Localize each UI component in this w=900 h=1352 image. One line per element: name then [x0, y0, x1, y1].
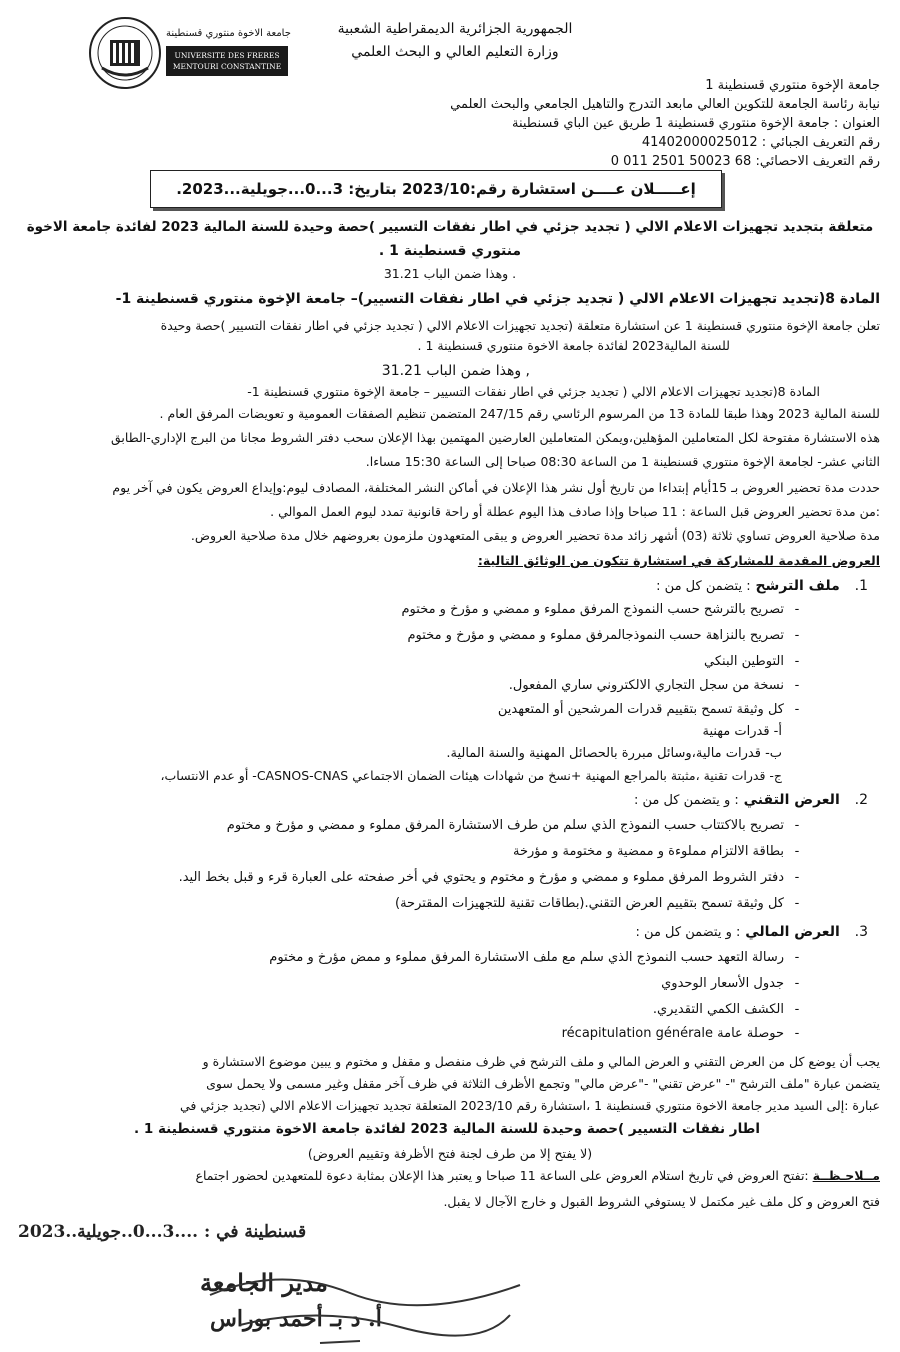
closing-c5: (لا يفتح إلا من طرف لجنة فتح الأظرفة وتقييم العروض): [307, 1146, 593, 1161]
note-line-2: فتح العروض و كل ملف غير مكتمل لا يستوفي الشروط القبول و خارج الآجال لا يقبل.: [443, 1194, 880, 1209]
list-item: -تصريح بالترشح حسب النموذج المرفق مملوء و ممضي و مؤرخ و مختوم: [401, 602, 800, 617]
signature-name: أ. د بـ أحمد بوراس: [210, 1306, 382, 1332]
note-line-1: [8, 1166, 880, 1185]
body-p4: المادة 8(تجديد تجهيزات الاعلام الالي ( تجديد جزئي في اطار نفقات التسيير – جامعة الإخوة منتوري قسنطينة 1-: [247, 384, 820, 399]
closing-c3: عبارة :إلى السيد مدير جامعة الاخوة منتوري قسنطينة 1 ،استشارة رقم 2023/10 المتعلقة تجديد تجهيزات الاعلام الالي (تجديد جزئي في: [179, 1098, 880, 1113]
title-line-3: . وهذا ضمن الباب 31.21: [383, 266, 517, 281]
section-3-title: العرض المالي: [745, 924, 840, 940]
section-3-number: 3.: [854, 924, 868, 940]
logo-arabic-name: جامعة الاخوة منتوري قسنطينة: [166, 28, 291, 39]
body-p2: للسنة المالية2023 لفائدة جامعة الاخوة منتوري قسنطينة 1 .: [417, 338, 730, 353]
sub-list-item: ب- قدرات مالية،وسائل مبررة بالحصائل المهنية والسنة المالية.: [446, 746, 782, 761]
section-3-intro: : و يتضمن كل من :: [635, 925, 741, 940]
body-p5: للسنة المالية 2023 وهذا طبقا للمادة 13 من المرسوم الرئاسي رقم 247/15 المتضمن تنظيم الصفقات العمومية و تعويضات المرفق العام .: [159, 406, 880, 421]
offers-heading: العروض المقدمة للمشاركة في استشارة تتكون من الوثائق التالية:: [477, 553, 880, 568]
logo-line-2: MENTOURI CONSTANTINE: [172, 62, 282, 71]
announcement-box: [150, 170, 722, 208]
tax-id-label: رقم التعريف الجبائي :: [761, 135, 880, 150]
body-p9: :من مدة تحضير العروض قبل الساعة : 11 صباحا وإذا صادف هذا اليوم عطلة أو راحة قانونية تمدد ليوم العمل الموالي .: [270, 504, 880, 519]
stat-id-line: [611, 152, 880, 171]
list-item: -كل وثيقة تسمح بتقييم قدرات المرشحين أو المتعهدين: [497, 702, 800, 717]
closing-c1: يجب أن يوضع كل من العرض التقني و العرض المالي و ملف الترشح في ظرف منفصل و مقفل و مختوم و يبين موضوع الاستشارة و: [202, 1054, 880, 1069]
list-item: -تصريح بالاكتتاب حسب النموذج الذي سلم من طرف الاستشارة المرفق مملوء و ممضي و مؤرخ و مختوم: [226, 818, 800, 833]
tax-id-line: [642, 133, 880, 152]
section-2-number: 2.: [854, 792, 868, 808]
list-item: -حوصلة عامة récapitulation générale: [561, 1026, 800, 1041]
republic-title: الجمهورية الجزائرية الديمقراطية الشعبية: [337, 21, 573, 37]
article-heading: المادة 8(تجديد تجهيزات الاعلام الالي ( تجديد جزئي في اطار نفقات التسيير)– جامعة الإخوة منتوري قسنطينة 1-: [115, 291, 880, 307]
issuer-university: جامعة الإخوة منتوري قسنطينة 1: [705, 78, 880, 93]
body-p3: , وهذا ضمن الباب 31.21: [381, 363, 530, 379]
section-2-title: العرض التقني: [743, 792, 840, 808]
handwritten-signature-icon: [200, 1255, 530, 1350]
note-text-1: :تفتح العروض في تاريخ استلام العروض على الساعة 11 صباحا و يعتبر هذا الإعلان بمثابة دعوة للمتعهدين لحضور اجتماع: [195, 1168, 809, 1183]
body-p8: حددت مدة تحضير العروض بـ 15أيام إبتداءا من تاريخ أول نشر هذا الإعلان في أماكن النشر المختلفة، المصادف ليوم:وإيداع العروض يكون في آخر يوم: [112, 480, 880, 495]
list-item: -جدول الأسعار الوحدوي: [661, 976, 800, 991]
section-1-intro: : يتضمن كل من :: [656, 579, 751, 594]
list-item: -دفتر الشروط المرفق مملوء و ممضي و مؤرخ و مختوم و يحتوي في أخر صفحته على العبارة قرء و قبل بخط اليد.: [178, 870, 800, 885]
body-p7: الثاني عشر- لجامعة الإخوة منتوري قسنطينة 1 من الساعة 08:30 صباحا إلى الساعة 15:30 مساءا.: [365, 454, 880, 469]
list-item: -نسخة من سجل التجاري الالكتروني ساري المفعول.: [508, 678, 800, 693]
list-item: -رسالة التعهد حسب النموذج الذي سلم مع ملف الاستشارة المرفق مملوء و ممض مؤرخ و مختوم: [269, 950, 800, 965]
title-line-2: منتوري قسنطينة 1 .: [378, 243, 522, 259]
closing-c4: اطار نفقات التسيير )حصة وحيدة للسنة المالية 2023 لفائدة جامعة الاخوة منتوري قسنطينة 1 .: [134, 1121, 760, 1137]
title-line-1: متعلقة بتجديد تجهيزات الاعلام الالي ( تجديد جزئي في اطار نفقات التسيير )حصة وحيدة للسنة المالية 2023 لفائدة جامعة الاخوة: [26, 219, 874, 235]
body-p6: هذه الاستشارة مفتوحة لكل المتعاملين المؤهلين،ويمكن المتعاملين العارضين المهتمين بهذا الإعلان سحب دفتر الشروط مجانا من البرج الإداري-الطابق: [110, 430, 880, 445]
announcement-date: 3...0...جويلية...2023.: [176, 180, 344, 198]
section-2-heading: [634, 792, 868, 808]
sub-list-item: ج- قدرات تقنية ،مثبتة بالمراجع المهنية +نسخ من شهادات هيئات الضمان الاجتماعي CASNOS-CNAS- أو عدم الانتساب،: [160, 768, 782, 783]
logo-line-1: UNIVERSITE DES FRERES: [174, 51, 280, 60]
list-item: -الكشف الكمي التقديري.: [652, 1002, 800, 1017]
section-1-heading: [656, 578, 868, 594]
stat-id-label: رقم التعريف الاحصائي:: [755, 154, 880, 169]
section-1-title: ملف الترشح: [755, 578, 840, 594]
tax-id-value: 41402000025012: [641, 135, 758, 150]
list-item: -بطاقة الالتزام مملوءة و ممضية و مختومة و مؤرخة: [512, 844, 800, 859]
list-item: -التوطين البنكي: [704, 654, 800, 669]
signature-title: مدير الجامعة: [200, 1268, 328, 1297]
list-item: -كل وثيقة تسمح بتقييم العرض التقني.(بطاقات تقنية للتجهيزات المقترحة): [395, 896, 800, 911]
note-label: مــلاحـظــة: [812, 1168, 880, 1183]
section-1-number: 1.: [854, 578, 868, 594]
section-3-heading: [636, 924, 868, 940]
issuer-address: العنوان : جامعة الإخوة منتوري قسنطينة 1 طريق عين الباي قسنطينة: [511, 116, 880, 131]
logo-latin-name: [166, 46, 288, 76]
sub-list-item: أ- قدرات مهنية: [702, 724, 782, 739]
ministry-title: وزارة التعليم العالي و البحث العلمي: [351, 44, 559, 60]
body-p10: مدة صلاحية العروض تساوي ثلاثة (03) أشهر زائد مدة تحضير العروض و يبقى المتعهدون ملزمون بعروضهم خلال مدة صلاحية العروض.: [190, 528, 880, 543]
university-logo: [88, 10, 293, 100]
list-item: -تصريح بالنزاهة حسب النموذجالمرفق مملوء و ممضي و مؤرخ و مختوم: [407, 628, 800, 643]
issuer-vice-rectorate: نيابة رئاسة الجامعة للتكوين العالي مابعد التدرج والتاهيل الجامعي والبحث العلمي: [450, 97, 880, 112]
stat-id-value: 0 011 2501 50023 68: [610, 154, 752, 169]
section-2-intro: : و يتضمن كل من :: [633, 793, 739, 808]
body-p1: تعلن جامعة الإخوة منتوري قسنطينة 1 عن استشارة متعلقة (تجديد تجهيزات الاعلام الالي ( تجديد جزئي في اطار نفقات التسيير )حصة وحيدة: [160, 318, 880, 333]
place-date: قسنطينة في : ....3...0..جويلية..2023: [18, 1222, 307, 1242]
university-seal-icon: [88, 16, 162, 90]
announcement-label: إعـــــلان عــــن استشارة رقم:2023/10 بتاريخ:: [348, 180, 696, 198]
closing-c2: يتضمن عبارة "ملف الترشح "- "عرض تقني" -"عرض مالي" وتجمع الأظرف الثلاثة في ظرف آخر مقفل وغير مسمى ولا يحمل سوى: [206, 1076, 880, 1091]
